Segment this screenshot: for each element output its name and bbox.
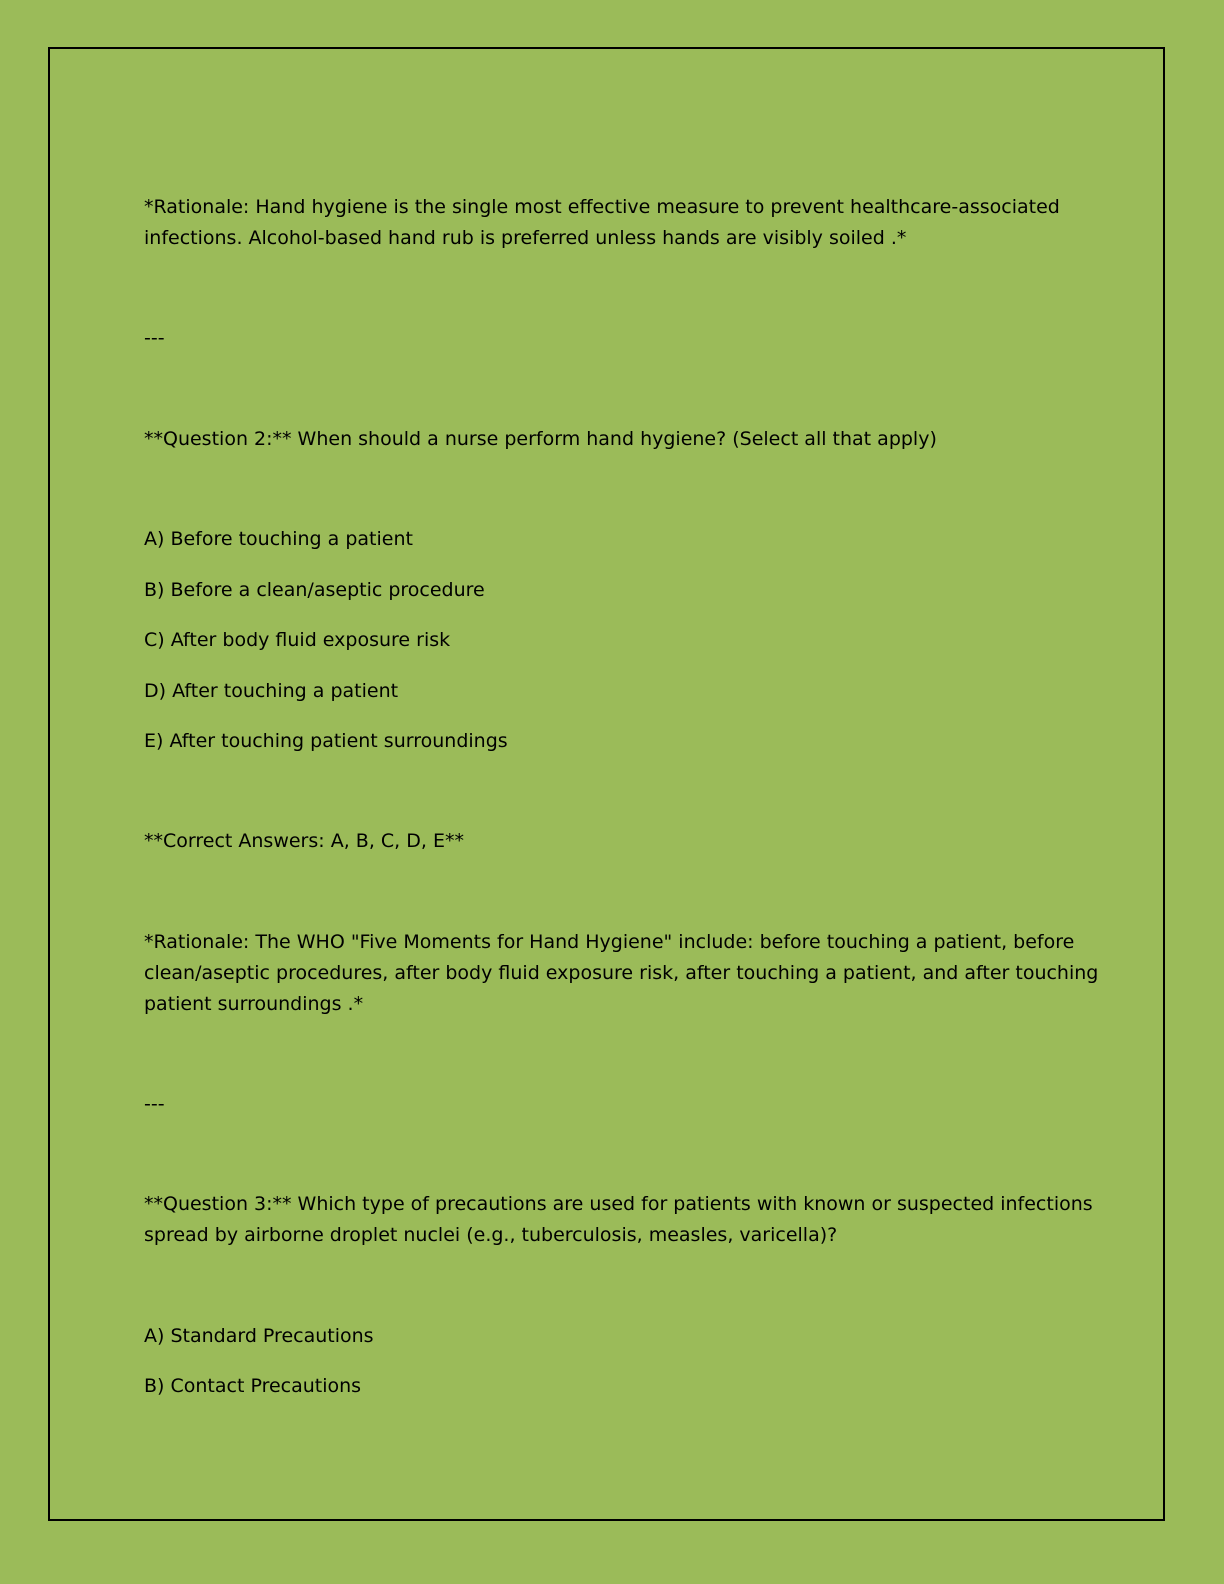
q2-rationale-line-3: patient surroundings .* [144,993,364,1015]
option-b: B) Contact Precautions [144,1375,362,1397]
option-b: B) Before a clean/aseptic procedure [144,579,485,601]
option-a: A) Before touching a patient [144,528,413,550]
correct-answers: **Correct Answers: A, B, C, D, E** [144,830,464,852]
question-3-text-line-2: spread by airborne droplet nuclei (e.g., tuberculosis, measles, varicella)? [144,1224,838,1246]
q1-rationale-line-2: infections. Alcohol-based hand rub is preferred unless hands are visibly soiled .* [144,227,907,249]
option-c: C) After body fluid exposure risk [144,629,451,651]
option-e: E) After touching patient surroundings [144,730,508,752]
q2-rationale-line-1: *Rationale: The WHO "Five Moments for Hand Hygiene" include: before touching a patient, before [144,931,1075,953]
page-border [48,47,1165,1521]
question-3-text-line-1: **Question 3:** Which type of precautions are used for patients with known or suspected infections [144,1193,1093,1215]
separator: --- [144,327,165,349]
question-2-text: **Question 2:** When should a nurse perform hand hygiene? (Select all that apply) [144,428,937,450]
q1-rationale-line-1: *Rationale: Hand hygiene is the single most effective measure to prevent healthcare-associated [144,196,1060,218]
separator: --- [144,1093,165,1115]
option-d: D) After touching a patient [144,680,399,702]
option-a: A) Standard Precautions [144,1325,374,1347]
q2-rationale-line-2: clean/aseptic procedures, after body fluid exposure risk, after touching a patient, and after touching [144,962,1099,984]
